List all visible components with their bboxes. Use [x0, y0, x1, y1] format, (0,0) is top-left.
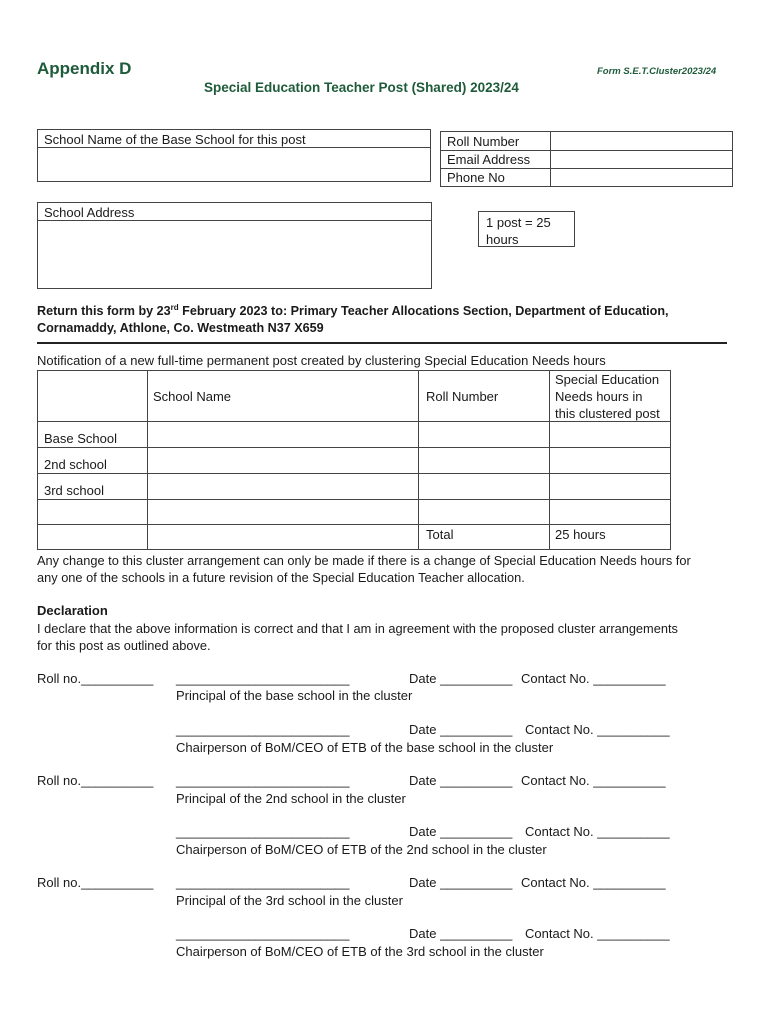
- chair-2nd-signature-line[interactable]: ________________________: [176, 824, 350, 839]
- form-code: Form S.E.T.Cluster2023/24: [597, 66, 717, 77]
- school-address-box: [37, 202, 432, 289]
- roll-no-field-3[interactable]: Roll no.__________: [37, 875, 154, 890]
- header-sen-hours-2: Needs hours in: [555, 389, 643, 404]
- contact-details-box: [440, 131, 733, 187]
- header-roll-number: Roll Number: [426, 389, 499, 404]
- row-label-base-school: Base School: [44, 431, 117, 446]
- section-divider: [37, 342, 727, 344]
- cluster-table-caption: Notification of a new full-time permanent post created by clustering Special Education Needs hours: [37, 353, 606, 368]
- roll-number-label: Roll Number: [447, 134, 520, 149]
- base-school-name-label: School Name of the Base School for this post: [44, 132, 306, 147]
- phone-no-label: Phone No: [447, 170, 505, 185]
- post-note-line2: hours: [486, 232, 519, 247]
- second-school-hours-cell[interactable]: [552, 450, 668, 471]
- post-note-box: [478, 211, 575, 247]
- header-school-name: School Name: [153, 389, 232, 404]
- chair-base-signature-line[interactable]: ________________________: [176, 722, 350, 737]
- contact-field-1[interactable]: Contact No. __________: [521, 671, 666, 686]
- return-notice-line1: Return this form by 23rd February 2023 to: Primary Teacher Allocations Section, Department of Education,: [37, 303, 669, 319]
- chair-3rd-signature-line[interactable]: ________________________: [176, 926, 350, 941]
- email-address-label: Email Address: [447, 152, 531, 167]
- base-school-hours-cell[interactable]: [552, 424, 668, 445]
- role-label-3: Principal of the 2nd school in the cluster: [176, 791, 406, 806]
- declaration-line2: for this post as outlined above.: [37, 638, 211, 653]
- role-label-1: Principal of the base school in the cluster: [176, 688, 413, 703]
- row-label-2nd-school: 2nd school: [44, 457, 107, 472]
- email-address-field[interactable]: [556, 152, 726, 166]
- extra-row-label-cell[interactable]: [41, 502, 145, 522]
- declaration-line1: I declare that the above information is correct and that I am in agreement with the proposed cluster arrangements: [37, 621, 678, 636]
- second-school-name-cell[interactable]: [150, 450, 414, 471]
- declaration-heading: Declaration: [37, 603, 108, 618]
- date-field-4[interactable]: Date __________: [409, 824, 513, 839]
- contact-field-2[interactable]: Contact No. __________: [525, 722, 670, 737]
- base-school-name-cell[interactable]: [150, 424, 414, 445]
- date-field-3[interactable]: Date __________: [409, 773, 513, 788]
- third-school-name-cell[interactable]: [150, 476, 414, 497]
- principal-2nd-signature-line[interactable]: ________________________: [176, 773, 350, 788]
- header-sen-hours-3: this clustered post: [555, 406, 660, 421]
- change-note-line1: Any change to this cluster arrangement can only be made if there is a change of Special Education Needs hours for: [37, 553, 691, 568]
- role-label-6: Chairperson of BoM/CEO of ETB of the 3rd school in the cluster: [176, 944, 544, 959]
- page-title: Special Education Teacher Post (Shared) 2023/24: [204, 80, 519, 95]
- date-field-5[interactable]: Date __________: [409, 875, 513, 890]
- roll-no-field-2[interactable]: Roll no.__________: [37, 773, 154, 788]
- date-field-2[interactable]: Date __________: [409, 722, 513, 737]
- roll-no-field-1[interactable]: Roll no.__________: [37, 671, 154, 686]
- principal-3rd-signature-line[interactable]: ________________________: [176, 875, 350, 890]
- principal-base-signature-line[interactable]: ________________________: [176, 671, 350, 686]
- contact-field-4[interactable]: Contact No. __________: [525, 824, 670, 839]
- contact-field-3[interactable]: Contact No. __________: [521, 773, 666, 788]
- header-sen-hours-1: Special Education: [555, 372, 660, 387]
- change-note-line2: any one of the schools in a future revision of the Special Education Teacher allocation.: [37, 570, 525, 585]
- extra-row-roll-cell[interactable]: [421, 502, 545, 522]
- date-field-6[interactable]: Date __________: [409, 926, 513, 941]
- row-label-3rd-school: 3rd school: [44, 483, 104, 498]
- contact-field-5[interactable]: Contact No. __________: [521, 875, 666, 890]
- return-notice-line2: Cornamaddy, Athlone, Co. Westmeath N37 X659: [37, 321, 324, 335]
- post-note-line1: 1 post = 25: [486, 215, 551, 230]
- role-label-5: Principal of the 3rd school in the cluster: [176, 893, 403, 908]
- total-value: 25 hours: [555, 527, 606, 542]
- extra-row-name-cell[interactable]: [150, 502, 414, 522]
- phone-no-field[interactable]: [556, 170, 726, 184]
- date-field-1[interactable]: Date __________: [409, 671, 513, 686]
- appendix-heading: Appendix D: [37, 59, 132, 78]
- base-school-roll-cell[interactable]: [421, 424, 545, 445]
- roll-number-field[interactable]: [556, 134, 726, 148]
- second-school-roll-cell[interactable]: [421, 450, 545, 471]
- role-label-2: Chairperson of BoM/CEO of ETB of the base school in the cluster: [176, 740, 554, 755]
- third-school-roll-cell[interactable]: [421, 476, 545, 497]
- school-address-label: School Address: [44, 205, 135, 220]
- base-school-name-box: [37, 129, 431, 182]
- cluster-table: [37, 370, 671, 550]
- base-school-name-field[interactable]: [44, 152, 424, 178]
- total-label: Total: [426, 527, 454, 542]
- third-school-hours-cell[interactable]: [552, 476, 668, 497]
- role-label-4: Chairperson of BoM/CEO of ETB of the 2nd school in the cluster: [176, 842, 547, 857]
- contact-field-6[interactable]: Contact No. __________: [525, 926, 670, 941]
- school-address-field[interactable]: [44, 225, 424, 283]
- extra-row-hours-cell[interactable]: [552, 502, 668, 522]
